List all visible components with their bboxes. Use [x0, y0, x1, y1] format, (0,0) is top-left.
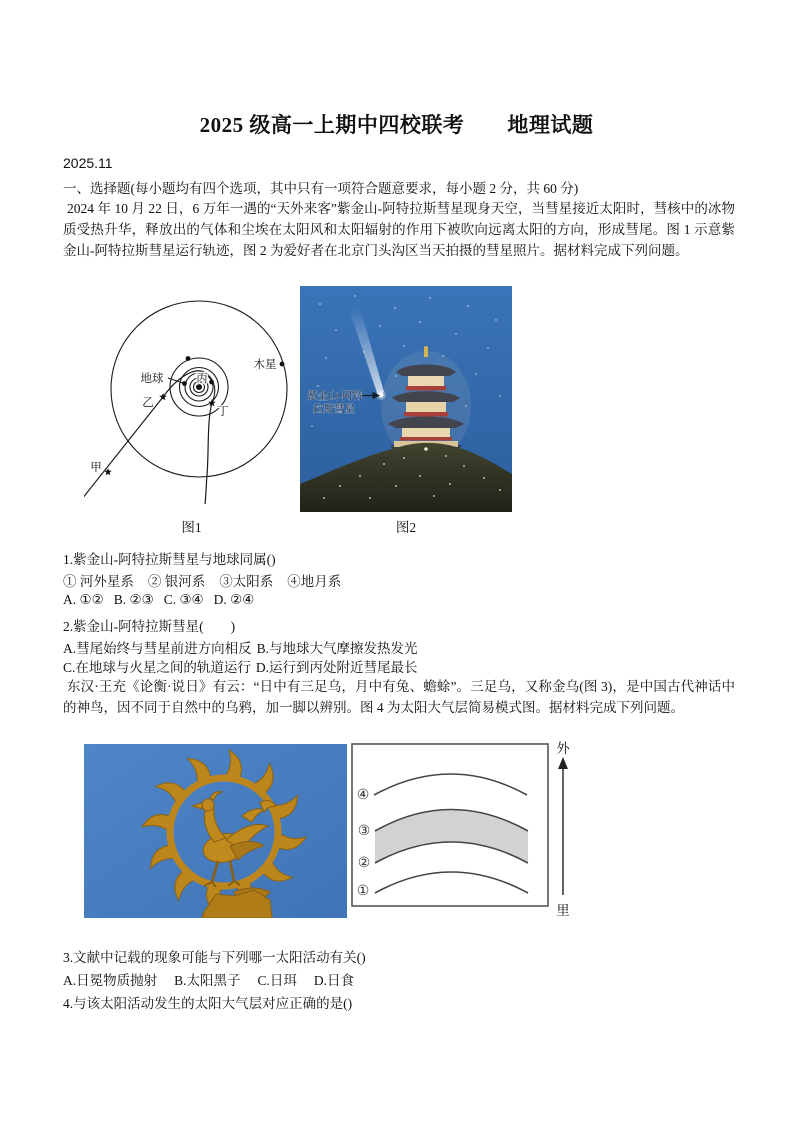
comet-annotation-line1: 紫金山-阿特: [307, 391, 363, 402]
jupiter-dot: [280, 362, 285, 367]
q3-option-a: A.日冕物质抛射: [63, 973, 158, 988]
layer1-label: ①: [356, 884, 370, 899]
layer2-label: ②: [357, 856, 371, 871]
up-arrow-icon: [556, 757, 570, 895]
q3-option-b: B.太阳黑子: [174, 973, 241, 988]
q2-options-row1: [63, 637, 418, 657]
label-yi: 乙: [142, 397, 154, 409]
q1-sub-2: ② 银河系: [147, 574, 206, 589]
section-header: 一、选择题(每小题均有四个选项，其中只有一项符合题意要求，每小题 2 分，共 60 分): [63, 181, 579, 196]
label-bing: 丙: [196, 373, 208, 385]
q1-stem: 1.紫金山-阿特拉斯彗星与地球同属(): [63, 552, 276, 567]
q3-options: [63, 969, 354, 989]
q2-options-row2: [63, 656, 418, 676]
q1-option-c: C. ③④: [163, 592, 204, 607]
outer-inner-axis: [549, 737, 577, 919]
q1-options: [63, 592, 254, 608]
solar-atmosphere-diagram: [351, 743, 549, 907]
doc-date: 2025.11: [63, 155, 113, 171]
comet-photo: [300, 286, 512, 512]
page-title: 2025 级高一上期中四校联考 地理试题: [199, 113, 594, 137]
q1-suboptions: [63, 570, 341, 590]
q1-option-d: D. ②④: [213, 592, 255, 607]
q1-sub-4: ④地月系: [287, 574, 342, 589]
label-ding: 丁: [217, 406, 229, 418]
figure2-caption: 图2: [395, 520, 417, 535]
passage-1: 2024 年 10 月 22 日，6 万年一遇的“天外来客”紫金山-阿特拉斯彗星现身天空，当彗星接近太阳时，彗核中的冰物质受热升华，释放出的气体和尘埃在太阳风和太阳辐射的作用下被吹向远离太阳的方向，形成彗尾。图 1 示意紫金山-阿特拉斯彗星运行轨迹，图 2 为爱好者在北京门头沟区当天拍摄的彗星照片。据材料完成下列问题。: [63, 201, 735, 258]
q2-option-c: C.在地球与火星之间的轨道运行: [63, 660, 251, 675]
q3-option-c: C.日珥: [257, 973, 297, 988]
layer3-label: ③: [357, 824, 371, 839]
figure1-caption: 图1: [181, 520, 202, 535]
q3-option-d: D.日食: [313, 973, 355, 988]
outer-label: 外: [556, 741, 570, 756]
label-jia: 甲: [90, 462, 102, 474]
q1-sub-1: ① 河外星系: [63, 574, 134, 589]
q4-stem: 4.与该太阳活动发生的太阳大气层对应正确的是(): [63, 996, 353, 1011]
q2-option-d: D.运行到丙处附近彗尾最长: [255, 660, 418, 675]
q2-option-b: B.与地球大气摩擦发热发光: [256, 641, 418, 656]
q2-stem: 2.紫金山-阿特拉斯彗星( ): [63, 619, 236, 634]
label-jupiter: 木星: [253, 359, 277, 371]
comet-position-stars: [104, 393, 216, 475]
label-earth: 地球: [140, 373, 164, 385]
orbit-diagram: [84, 290, 299, 514]
q1-option-a: A. ①②: [63, 592, 104, 607]
layer4-label: ④: [356, 788, 370, 803]
golden-crow-photo: [84, 744, 347, 918]
inner-label: 里: [556, 903, 570, 918]
earth-dot: [182, 381, 187, 386]
q3-stem: 3.文献中记载的现象可能与下列哪一太阳活动有关(): [63, 950, 366, 965]
q1-option-b: B. ②③: [113, 592, 154, 607]
q1-sub-3: ③太阳系: [219, 574, 274, 589]
passage-2: 东汉·王充《论衡·说日》有云：“日中有三足乌，月中有兔、蟾蜍”。三足乌，又称金乌(图 3)，是中国古代神话中的神鸟，因不同于自然中的乌鸦，加一脚以辨别。图 4 为太阳大气层简易模式图。据材料完成下列问题。: [63, 679, 735, 715]
comet-annotation-line2: 拉斯彗星: [313, 404, 355, 415]
orbit-dot: [186, 356, 191, 361]
q2-option-a: A.彗尾始终与彗星前进方向相反: [63, 641, 252, 656]
bing-dot: [209, 380, 214, 385]
